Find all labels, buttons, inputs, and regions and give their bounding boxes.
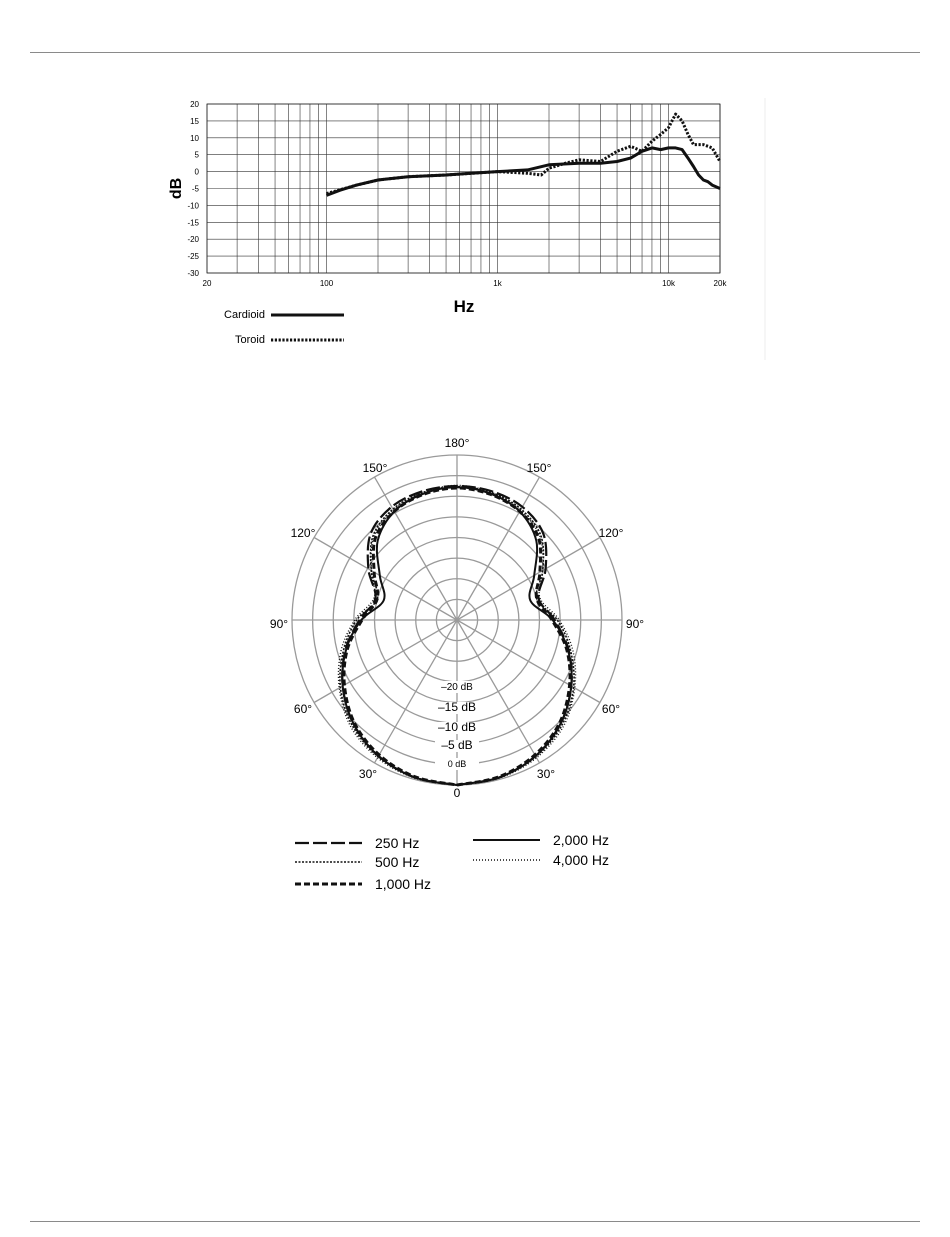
radial-label: –5 dB <box>441 738 473 752</box>
y-tick-label: 0 <box>194 167 199 177</box>
frequency-response-chart <box>150 90 770 360</box>
angle-label: 180° <box>444 436 470 450</box>
top-rule <box>30 52 920 53</box>
polar-pattern-chart <box>260 430 660 810</box>
polar-legend <box>290 825 650 900</box>
radial-label: –20 dB <box>441 682 473 693</box>
radial-label: –10 dB <box>437 720 477 734</box>
angle-label: 90° <box>625 617 645 631</box>
y-tick-label: -20 <box>187 235 199 245</box>
legend-label-cardioid: Cardioid <box>224 309 265 321</box>
polar-legend-label: 250 Hz <box>375 835 420 851</box>
y-tick-label: -25 <box>187 252 199 262</box>
angle-label: 120° <box>290 526 316 540</box>
angle-label: 150° <box>526 461 552 475</box>
y-tick-label: -5 <box>191 184 199 194</box>
polar-spoke <box>457 538 600 621</box>
y-tick-label: -10 <box>187 201 199 211</box>
x-tick-label: 20k <box>713 279 727 288</box>
x-tick-label: 20 <box>202 279 212 288</box>
y-tick-label: -30 <box>187 269 199 278</box>
x-axis-label: Hz <box>453 297 475 316</box>
angle-label: 30° <box>358 767 378 781</box>
y-tick-label: -15 <box>187 218 199 228</box>
x-tick-label: 1k <box>493 279 502 288</box>
polar-legend-label: 500 Hz <box>375 854 420 870</box>
legend-label-toroid: Toroid <box>235 334 265 346</box>
angle-label: 120° <box>598 526 624 540</box>
radial-label: –15 dB <box>437 700 477 714</box>
x-tick-label: 10k <box>662 279 675 288</box>
polar-legend-label: 1,000 Hz <box>375 876 432 892</box>
polar-legend-label: 4,000 Hz <box>553 852 610 868</box>
angle-label: 150° <box>362 461 388 475</box>
bottom-rule <box>30 1221 920 1222</box>
angle-label: 0 <box>453 786 461 800</box>
y-tick-label: 15 <box>190 116 199 126</box>
y-tick-label: 10 <box>190 133 199 143</box>
angle-label: 30° <box>536 767 556 781</box>
angle-label: 90° <box>269 617 289 631</box>
polar-spoke <box>375 477 458 620</box>
y-tick-label: 20 <box>190 100 199 109</box>
polar-legend-label: 2,000 Hz <box>553 832 610 848</box>
radial-label: 0 dB <box>447 759 467 769</box>
polar-spoke <box>314 538 457 621</box>
y-tick-label: 5 <box>194 150 199 160</box>
x-tick-label: 100 <box>319 279 334 288</box>
y-axis-label: dB <box>168 177 185 200</box>
angle-label: 60° <box>601 702 621 716</box>
angle-label: 60° <box>293 702 313 716</box>
